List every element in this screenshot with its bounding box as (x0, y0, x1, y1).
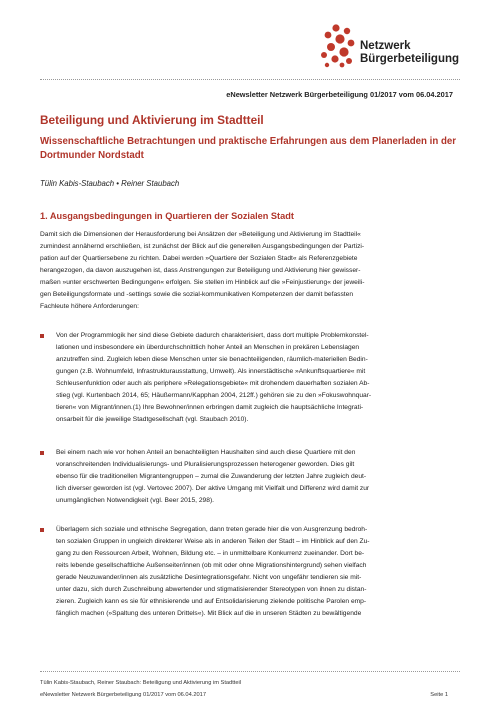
bullet-2-line: lich diverser geworden ist (vgl. Vertovec 2007). Der aktive Umgang mit Vielfalt und Differenz wird damit zur (56, 485, 370, 492)
bullet-2-line: Bei einem nach wie vor hohen Anteil an benachteiligten Haushalten sind auch diese Quartiere mit den (56, 449, 356, 456)
bullet-3-line: Überlagern sich soziale und ethnische Segregation, dann treten gerade hier die von Ausgrenzung bedroh- (56, 526, 368, 533)
network-bubbles-icon (318, 24, 358, 68)
section-heading: 1. Ausgangsbedingungen in Quartieren der Sozialen Stadt (40, 211, 294, 221)
bullet-3-line: gang zu den Ressourcen Arbeit, Wohnen, Bildung etc. – in unmittelbare Konkurrenz zueinander. Dort be- (56, 550, 365, 557)
bullet-1-line: stieg (vgl. Kurtenbach 2014, 65; Häußermann/Kapphan 2004, 212ff.) gehören sie zu den »Fokuswohnquar- (56, 392, 372, 399)
bullet-marker (40, 334, 44, 338)
bullet-1-line: Von der Programmlogik her sind diese Gebiete dadurch charakterisiert, dass dort multiple Problemkonstel- (56, 332, 369, 339)
logo-line-1: Netzwerk (360, 40, 411, 52)
bullet-1-line: onsarbeit für die jeweilige Stadtgesellschaft (vgl. Staubach 2010). (56, 416, 249, 423)
footer-newsletter: eNewsletter Netzwerk Bürgerbeteiligung 01/2017 vom 06.04.2017 (40, 692, 206, 698)
bullet-1-line: tieren« von Migrant/innen.(1) Ihre Bewohner/innen erbringen damit zugleich die hauptsächliche Integrati- (56, 404, 364, 411)
intro-line: maßen »unter erschwerten Bedingungen« erfolgen. Sie stellen im Hinblick auf die »Feinjustierung« der jeweili- (40, 279, 365, 286)
header-rule (40, 79, 460, 80)
bullet-marker (40, 451, 44, 455)
bullet-3-line: gerade Neuzuwander/innen als zusätzliche Desintegrationsgefahr. Nicht von ungefähr tendieren sie mit- (56, 574, 362, 581)
footer-citation: Tülin Kabis-Staubach, Reiner Staubach: Beteiligung und Aktivierung im Stadtteil (40, 680, 242, 686)
bullet-2-line: voranschreitenden Individualisierungs- und Pluralisierungsprozessen heterogener geworden. Dies gilt (56, 461, 355, 468)
intro-line: gen Beteiligungsformate und -settings sowie die sozial-kommunikativen Kompetenzen der damit befassten (40, 291, 354, 298)
intro-line: Fachleute höhere Anforderungen: (40, 303, 139, 310)
intro-line: herangezogen, da davon auszugehen ist, dass Anstrengungen zur Beteiligung und Aktivierung hier gewisser- (40, 267, 361, 274)
intro-line: Damit sich die Dimensionen der Herausforderung bei Ansätzen der »Beteiligung und Aktivierung im Stadtteil« (40, 231, 361, 238)
bullet-3-line: ten sozialen Gruppen in ungleich direkterer Weise als in anderen Teilen der Stadt – im Hinblick auf den Zu- (56, 538, 370, 545)
logo-line-2: Bürgerbeteiligung (360, 53, 460, 65)
bullet-3-line: unter dazu, sich durch Zuschreibung abwertender und stigmatisierender Stereotypen von ihnen zu distan- (56, 586, 367, 593)
netzwerk-logo (318, 24, 468, 70)
bullet-1-line: Schleusenfunktion oder auch als periphere »Relegationsgebiete« mit drohendem dauerhaften sozialen Ab- (56, 380, 370, 387)
newsletter-header: eNewsletter Netzwerk Bürgerbeteiligung 01/2017 vom 06.04.2017 (226, 90, 453, 99)
bullet-1-line: gungen (z.B. Wohnumfeld, Infrastrukturausstattung, Umwelt). Als innerstädtische »Ankunftsquartiere« mit (56, 368, 366, 375)
authors: Tülin Kabis-Staubach • Reiner Staubach (40, 179, 180, 188)
footer-rule (40, 671, 460, 672)
bullet-3-line: fänglich machen (»Spaltung des unteren Drittels«). Mit Blick auf die in unseren Städten zu bewältigende (56, 610, 362, 617)
bullet-1-line: anzutreffen sind. Zugleich leben diese Menschen unter sie benachteiligenden, räumlich-materiellen Bedin- (56, 356, 368, 363)
intro-line: pation auf der Quartiersebene zu richten. Dabei werden »Quartiere der Sozialen Stadt« als Referenzgebiete (40, 255, 358, 262)
bullet-3-line: reits lebende gesellschaftliche Außenseiter/innen (ob mit oder ohne Migrationshintergrund) sehen vielfach (56, 562, 367, 569)
bullet-1-line: lationen und insbesondere ein überdurchschnittlich hoher Anteil an Menschen in prekären Lebenslagen (56, 344, 360, 351)
bullet-3-line: zieren. Zugleich kann es sie für ethnisierende und auf Entsolidarisierung zielende politische Parolen emp- (56, 598, 367, 605)
article-title: Beteiligung und Aktivierung im Stadtteil (40, 113, 264, 127)
subtitle-line-2: Dortmunder Nordstadt (40, 150, 144, 161)
subtitle-line-1: Wissenschaftliche Betrachtungen und praktische Erfahrungen aus dem Planerladen in der (40, 136, 457, 147)
page-number: Seite 1 (430, 692, 448, 698)
intro-line: zumindest annähernd erschließen, ist zunächst der Blick auf die generellen Ausgangsbedingungen der Partizi- (40, 243, 365, 250)
bullet-2-line: ebenso für die traditionellen Migrantengruppen – zumal die Zuwanderung der letzten Jahre zugleich deut- (56, 473, 367, 480)
bullet-2-line: unumgänglichen Notwendigkeit (vgl. Beer 2015, 298). (56, 497, 214, 504)
bullet-marker (40, 528, 44, 532)
